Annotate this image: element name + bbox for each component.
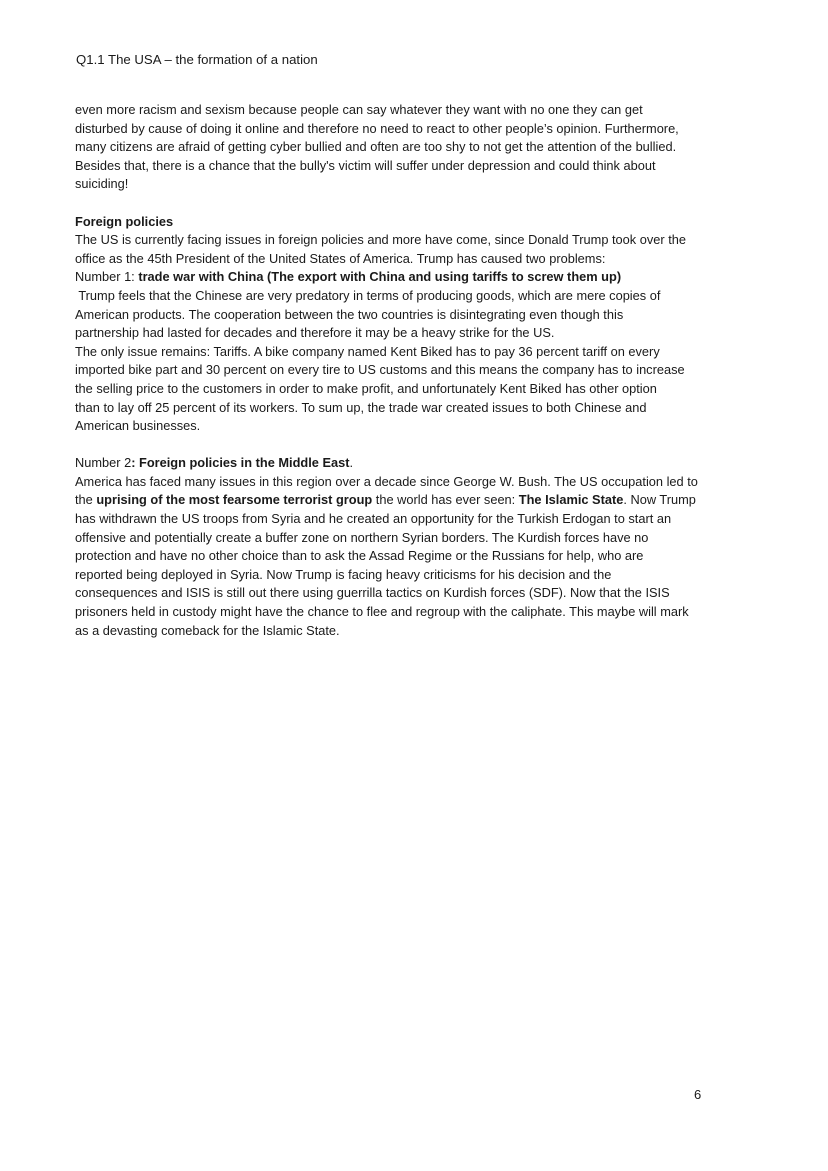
text-line: reported being deployed in Syria. Now Trump is facing heavy criticisms for his decision and the xyxy=(75,566,612,582)
number2-title: : Foreign policies in the Middle East xyxy=(131,455,350,471)
number2-section xyxy=(75,454,765,640)
text-line: offensive and potentially create a buffer zone on northern Syrian borders. The Kurdish forces have no xyxy=(75,529,649,545)
text-line: protection and have no other choice than to ask the Assad Regime or the Russians for help, who are xyxy=(75,548,644,564)
paragraph-spacer xyxy=(75,194,765,213)
foreign-policies-section xyxy=(75,213,765,436)
number1-title: trade war with China (The export with China and using tariffs to screw them up) xyxy=(138,269,622,285)
text-line: disturbed by cause of doing it online and therefore no need to react to other people’s opinion. Furthermore, xyxy=(75,120,679,136)
text-line: consequences and ISIS is still out there using guerrilla tactics on Kurdish forces (SDF). Now that the ISIS xyxy=(75,585,670,601)
bold-fragment: The Islamic State xyxy=(518,492,624,508)
text-line: office as the 45th President of the United States of America. Trump has caused two problems: xyxy=(75,250,606,266)
text-line: than to lay off 25 percent of its workers. To sum up, the trade war created issues to both Chinese and xyxy=(75,399,647,415)
text-fragment: . Now Trump xyxy=(623,492,696,508)
text-line: suiciding! xyxy=(75,176,129,192)
text-line: The only issue remains: Tariffs. A bike company named Kent Biked has to pay 36 percent tariff on every xyxy=(75,343,660,359)
text-line: the selling price to the customers in order to make profit, and unfortunately Kent Biked has other option xyxy=(75,380,657,396)
number2-suffix: . xyxy=(349,455,354,471)
page-header-title: Q1.1 The USA – the formation of a nation xyxy=(76,52,318,67)
number2-line xyxy=(75,455,353,470)
text-line: imported bike part and 30 percent on every tire to US customs and this means the company has to increase xyxy=(75,362,685,378)
document-body xyxy=(75,101,765,640)
text-line: The US is currently facing issues in foreign policies and more have come, since Donald Trump took over the xyxy=(75,232,686,248)
text-fragment: the xyxy=(75,492,97,508)
page-number: 6 xyxy=(694,1087,702,1102)
paragraph-spacer xyxy=(75,436,765,455)
text-line: American products. The cooperation between the two countries is disintegrating even though this xyxy=(75,306,624,322)
text-line: as a devasting comeback for the Islamic State. xyxy=(75,622,340,638)
text-line: American businesses. xyxy=(75,418,201,434)
text-line: prisoners held in custody might have the chance to flee and regroup with the caliphate. This maybe will mark xyxy=(75,604,689,620)
text-line: partnership had lasted for decades and therefore it may be a heavy strike for the US. xyxy=(75,325,555,341)
text-line: Trump feels that the Chinese are very predatory in terms of producing goods, which are mere copies of xyxy=(75,287,661,303)
text-line: even more racism and sexism because people can say whatever they want with no one they can get xyxy=(75,102,643,117)
text-line: has withdrawn the US troops from Syria and he created an opportunity for the Turkish Erdogan to start an xyxy=(75,511,672,527)
intro-paragraph xyxy=(75,101,765,194)
number1-line xyxy=(75,269,621,284)
text-line: many citizens are afraid of getting cyber bullied and often are too shy to not get the attention of the bullied. xyxy=(75,139,677,155)
text-line-mixed xyxy=(75,492,696,507)
text-line: Besides that, there is a chance that the bully's victim will suffer under depression and could think about xyxy=(75,157,656,173)
bold-fragment: uprising of the most fearsome terrorist group xyxy=(96,492,373,508)
number2-prefix: Number 2 xyxy=(75,455,132,471)
text-line: America has faced many issues in this region over a decade since George W. Bush. The US occupation led to xyxy=(75,473,698,489)
text-fragment: the world has ever seen: xyxy=(372,492,519,508)
number1-prefix: Number 1: xyxy=(75,269,139,285)
section-heading: Foreign policies xyxy=(75,213,174,229)
